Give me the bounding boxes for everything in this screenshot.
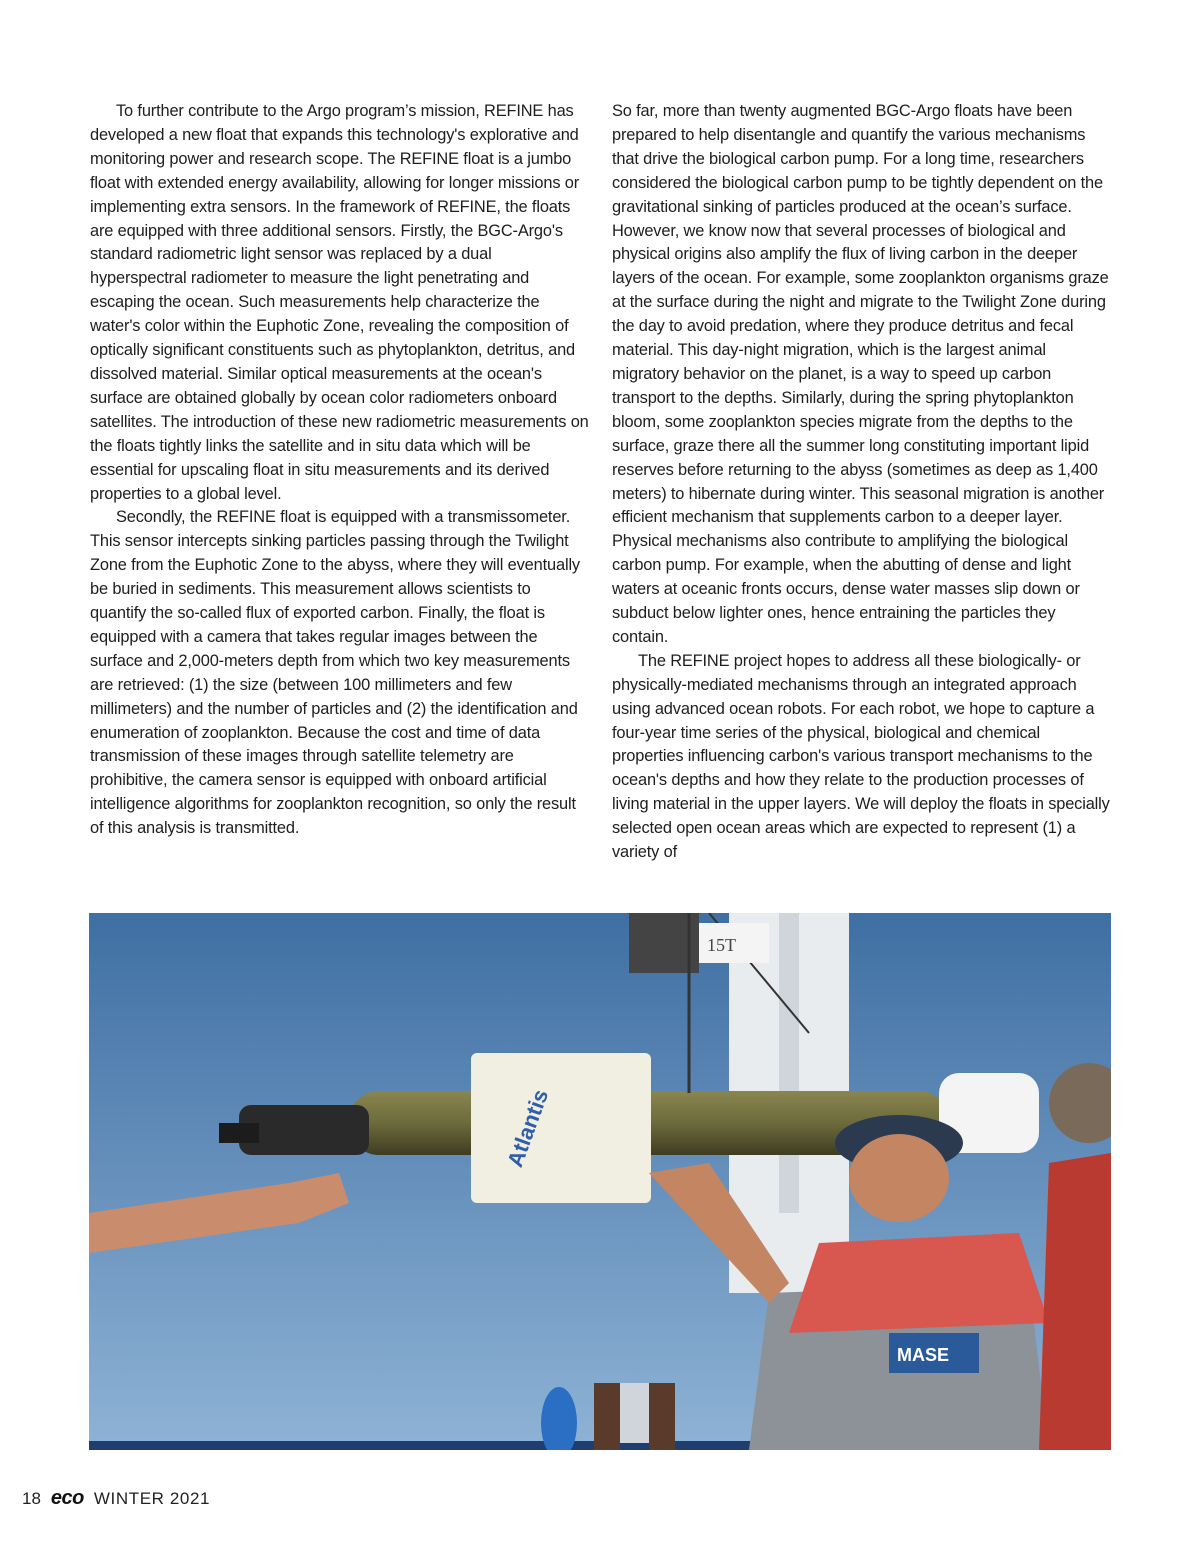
float-collar (471, 1053, 651, 1203)
issue-label: WINTER 2021 (93, 1489, 211, 1508)
float-deployment-photo (89, 913, 1111, 1450)
photo-illustration (89, 913, 1111, 1450)
left-column (90, 100, 590, 841)
paragraph: The REFINE project hopes to address all these biologically- or physically-mediated mechanisms through an integrated approach using advanced ocean robots. For each robot, we hope to capture a four-year time series of the physical, biological and chemical properties influencing carbon's various transport mechanisms to the ocean's depths and how they relate to the production processes of living material in the upper layers. We will deploy the floats in specially selected open ocean areas which are expected to represent (1) a variety of (612, 651, 1110, 862)
paragraph: So far, more than twenty augmented BGC-Argo floats have been prepared to help disentangle and quantify the various mechanisms that drive the biological carbon pump. For a long time, researchers considered the biological carbon pump to be tightly dependent on the gravitational sinking of particles produced at the ocean’s surface. However, we know now that several processes of biological and physical origins also amplify the flux of living carbon in the deeper layers of the ocean. For example, some zooplankton organisms graze at the surface during the night and migrate to the Twilight Zone during the day to avoid predation, where they produce detritus and fecal material. This day-night migration, which is the largest animal migratory behavior on the planet, is a way to speed up carbon transport to the depths. Similarly, during the spring phytoplankton bloom, some zooplankton species migrate from the depths to the surface, graze there all the summer long constituting important lipid reserves before returning to the abyss (sometimes as deep as 1,400 meters) to hibernate during winter. This seasonal migration is another efficient mechanism that supplements carbon to a deeper layer. Physical mechanisms also contribute to amplifying the biological carbon pump. For example, when the abutting of dense and light waters at oceanic fronts occurs, dense water masses slip down or subduct below lighter ones, hence entraining the particles they contain. (612, 102, 1109, 646)
shirt-logo: MASE (897, 1345, 950, 1365)
hatch-label: 15T (707, 935, 736, 955)
paragraph: To further contribute to the Argo program’s mission, REFINE has developed a new float that expands this technology's explorative and monitoring power and research scope. The REFINE float is a jumbo float with extended energy availability, allowing for longer missions or implementing extra sensors. In the framework of REFINE, the floats are equipped with three additional sensors. Firstly, the BGC-Argo's standard radiometric light sensor was replaced by a dual hyperspectral radiometer to measure the light penetrating and escaping the ocean. Such measurements help characterize the water's color within the Euphotic Zone, revealing the composition of optically significant constituents such as phytoplankton, detritus, and dissolved material. Similar optical measurements at the ocean's surface are obtained globally by ocean color radiometers onboard satellites. The introduction of these new radiometric measurements on the floats tightly links the satellite and in situ data which will be essential for upscaling float in situ measurements and its derived properties to a global level. (90, 102, 589, 503)
life-vest (789, 1233, 1049, 1333)
paragraph: Secondly, the REFINE float is equipped with a transmissometer. This sensor intercepts sinking particles passing through the Twilight Zone from the Euphotic Zone to the abyss, where they will eventually be buried in sediments. This measurement allows scientists to quantify the so-called flux of exported carbon. Finally, the float is equipped with a camera that takes regular images between the surface and 2,000-meters depth from which two key measurements are retrieved: (1) the size (between 100 millimeters and few millimeters) and the number of particles and (2) the identification and enumeration of zooplankton. Because the cost and time of data transmission of these images through satellite telemetry are prohibitive, the camera sensor is equipped with onboard artificial intelligence algorithms for zooplankton recognition, so only the result of this analysis is transmitted. (90, 508, 580, 838)
float-label: Atlantis (502, 1085, 554, 1171)
page-number: 18 (22, 1489, 41, 1508)
magazine-logo: eco (50, 1487, 84, 1509)
right-column (612, 100, 1112, 865)
page-footer (22, 1487, 210, 1513)
